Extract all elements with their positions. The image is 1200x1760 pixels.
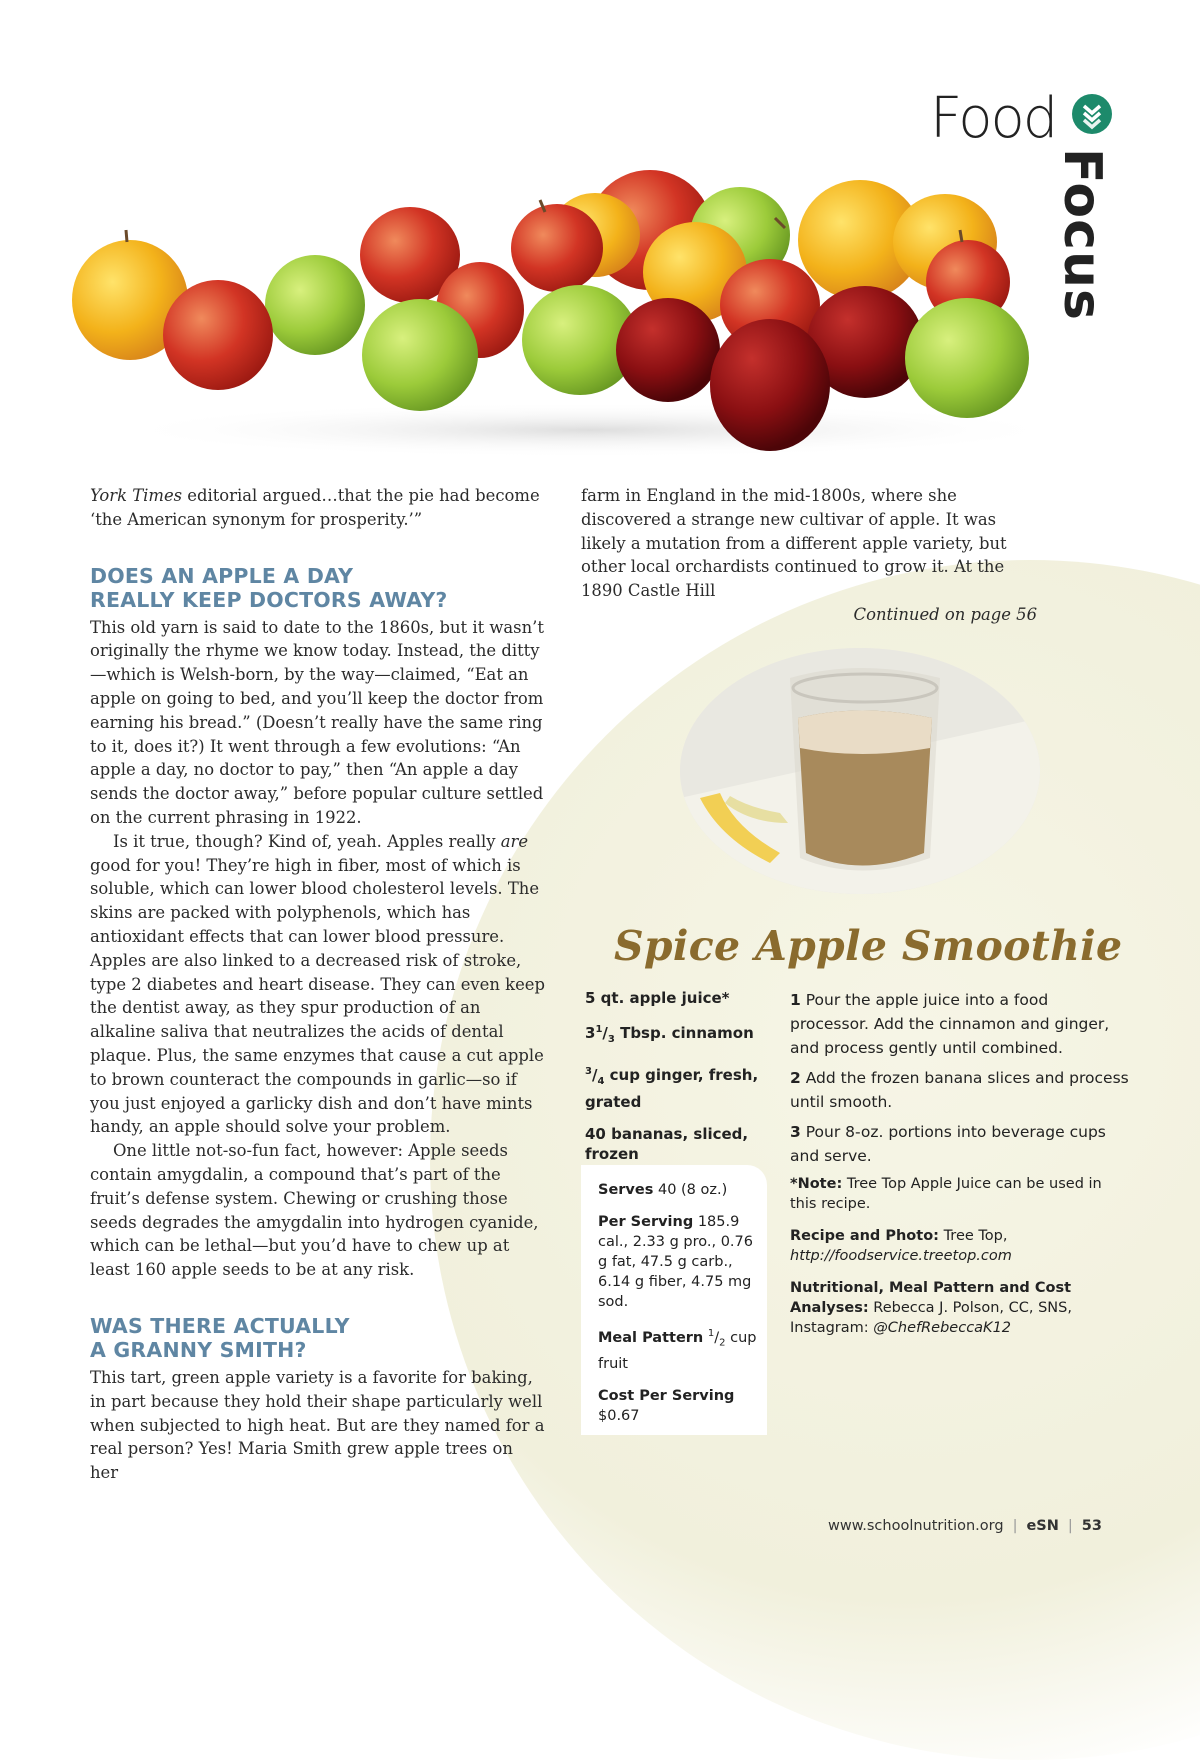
per-serving-line <box>598 1212 758 1312</box>
apples-photo <box>70 130 1050 460</box>
label: *Note: <box>790 1176 843 1192</box>
instagram-handle[interactable]: @ChefRebeccaK12 <box>873 1320 1012 1336</box>
paragraph: farm in England in the mid-1800s, where she discovered a strange new cultivar of apple. It was likely a mutation from a different apple variety, but other local orchardists continued to grow it. At the 1890 Castle Hill <box>581 486 1007 601</box>
value: 40 (8 oz.) <box>653 1182 728 1198</box>
text-run: Is it true, though? Kind of, yeah. Apples really <box>113 831 501 851</box>
step <box>790 988 1130 1060</box>
credit-link[interactable]: http://foodservice.treetop.com <box>790 1248 1012 1264</box>
page-number: 53 <box>1081 1518 1102 1534</box>
smoothie-glass-image <box>680 648 1040 894</box>
recipe-note <box>790 1174 1130 1214</box>
heading-line: DOES AN APPLE A DAY <box>90 563 354 588</box>
page-footer: www.schoolnutrition.org | eSN | 53 <box>828 1518 1102 1534</box>
step-number: 1 <box>790 991 801 1009</box>
step-text: Add the frozen banana slices and process until smooth. <box>790 1069 1129 1111</box>
label: Recipe and Photo: <box>790 1228 939 1244</box>
step-text: Pour 8-oz. portions into beverage cups and serve. <box>790 1123 1106 1165</box>
value: Rebecca J. Polson, CC, SNS, Instagram: <box>790 1300 1072 1336</box>
ingredient: $3^1/_3$ Tbsp. cinnamon <box>585 1024 754 1045</box>
value: cup fruit <box>598 1329 757 1372</box>
value: Tree Top, <box>938 1228 1008 1244</box>
recipe-title: Spice Apple Smoothie <box>614 922 1123 970</box>
paragraph <box>90 830 546 1139</box>
intro-italic: York Times <box>90 486 183 505</box>
label: Per Serving <box>598 1214 694 1230</box>
step <box>790 1120 1130 1168</box>
ingredient-text: Tbsp. cinnamon <box>614 1024 754 1042</box>
serves-line <box>598 1180 758 1200</box>
chevron-down-icon <box>1072 94 1112 134</box>
fraction-num: 1 <box>595 1024 603 1035</box>
left-column <box>90 484 546 1485</box>
fraction-num: 1 <box>707 1328 715 1339</box>
step-number: 3 <box>790 1123 801 1141</box>
recipe-credit <box>790 1226 1130 1266</box>
step <box>790 1066 1130 1114</box>
paragraph: This old yarn is said to date to the 1860s, but it wasn’t originally the rhyme we know today. Instead, the ditty—which is Welsh-born, by the way—claimed, “Eat an apple on going to bed, and you’ll keep the doctor from earning his bread.” (Doesn’t really have the same ring to it, does it?) It went through a few evolutions: “An apple a day, no doctor to pay,” then “An apple a day sends the doctor away,” before popular culture settled on the current phrasing in 1922. <box>90 617 544 827</box>
ingredient-qty: 3 <box>585 1024 596 1042</box>
fraction-den: 2 <box>719 1337 726 1349</box>
ingredient: 40 bananas, sliced, frozen <box>585 1125 749 1163</box>
intro-paragraph <box>90 484 546 532</box>
section-title-focus: Focus <box>1052 148 1112 321</box>
step-text: Pour the apple juice into a food processor. Add the cinnamon and ginger, and process gently until combined. <box>790 991 1110 1057</box>
label: Nutritional, Meal Pattern and Cost Analyses: <box>790 1280 1072 1316</box>
paragraph: This tart, green apple variety is a favorite for baking, in part because they hold their shape particularly well when subjected to high heat. But are they named for a real person? Yes! Maria Smith grew apple trees on her <box>90 1367 545 1483</box>
value: $0.67 <box>598 1407 640 1424</box>
paragraph: One little not-so-fun fact, however: Apple seeds contain amygdalin, a compound that’s part of the fruit’s defense system. Chewing or crushing those seeds degrades the amygdalin into hydrogen cyanide, which can be lethal—but you’d have to chew up at least 160 apple seeds to be at any risk. <box>90 1141 539 1280</box>
ingredient: $^3/_4$ cup ginger, fresh, grated <box>585 1066 759 1111</box>
continued-note: Continued on page 56 <box>853 604 1037 624</box>
smoothie-photo <box>680 648 1040 894</box>
fraction-num: 3 <box>585 1066 592 1077</box>
ingredient-text: cup ginger, fresh, grated <box>585 1066 759 1111</box>
step-number: 2 <box>790 1069 801 1087</box>
nutrition-info <box>598 1180 758 1438</box>
value: Tree Top Apple Juice can be used in this recipe. <box>790 1176 1102 1212</box>
text-run: good for you! They’re high in fiber, most of which is soluble, which can lower blood cholesterol levels. The skins are packed with polyphenols, which has antioxidant effects that can lower blood pressure. Apples are also linked to a decreased risk of stroke, type 2 diabetes and heart disease. They can even keep the dentist away, as they spur production of an alkaline saliva that neutralizes the acids of dental plaque. Plus, the same enzymes that cause a cut apple to brown counteract the compounds in garlic—so if you just enjoyed a garlicky dish and don’t have mints handy, an apple should solve your problem. <box>90 855 545 1137</box>
right-column <box>581 484 1037 627</box>
nutrition-credit <box>790 1278 1130 1338</box>
ingredient: 5 qt. apple juice* <box>585 989 730 1007</box>
text-emphasis: are <box>500 831 529 851</box>
footer-site[interactable]: www.schoolnutrition.org <box>828 1518 1004 1534</box>
label: Cost Per Serving <box>598 1387 735 1404</box>
ingredients-list <box>585 988 765 1176</box>
intro-rest: editorial argued…that the pie had become ‘the American synonym for prosperity.’” <box>90 486 540 529</box>
heading-line: WAS THERE ACTUALLY <box>90 1313 350 1338</box>
footer-brand: eSN <box>1026 1518 1059 1534</box>
meal-pattern-line: Meal Pattern $^1/_2$ cup fruit <box>598 1328 757 1372</box>
recipe-steps <box>790 988 1130 1350</box>
label: Serves <box>598 1182 654 1198</box>
heading-apple-a-day <box>90 564 546 612</box>
label: Meal Pattern <box>598 1329 704 1346</box>
heading-line: REALLY KEEP DOCTORS AWAY? <box>90 587 448 612</box>
value: 185.9 cal., 2.33 g pro., 0.76 g fat, 47.5 g carb., 6.14 g fiber, 4.75 mg sod. <box>598 1214 753 1310</box>
section-title-food: Food <box>930 86 1057 151</box>
heading-granny-smith <box>90 1314 546 1362</box>
food-focus-badge <box>1072 94 1112 134</box>
cost-line <box>598 1386 758 1426</box>
fraction-den: 4 <box>597 1076 605 1087</box>
fraction-den: 3 <box>607 1034 615 1045</box>
heading-line: A GRANNY SMITH? <box>90 1337 307 1362</box>
